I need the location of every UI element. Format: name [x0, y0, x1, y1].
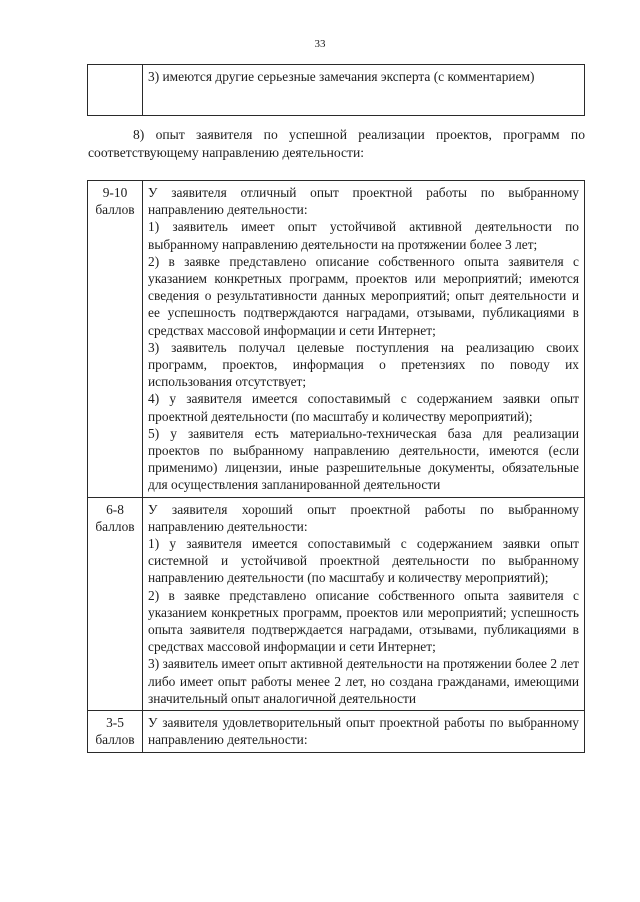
- top-table-fragment: [87, 64, 585, 116]
- score-value: 9-10: [102, 185, 128, 200]
- criteria-item: 2) в заявке представлено описание собственного опыта заявителя с указанием конкретных программ, проектов или мероприятий; имеются сведения о результативности данных мероприятий; опыт деятельности и ее успешность подтверждаются наградами, отзывами, публикациями в средствах массовой информации и сети Интернет;: [148, 253, 579, 338]
- criteria-heading: У заявителя удовлетворительный опыт проектной работы по выбранному направлению деятельности:: [148, 715, 579, 748]
- criteria-item: 3) заявитель получал целевые поступления на реализацию своих программ, проектов, информация о претензиях по поводу их использования отсутствует;: [148, 339, 579, 390]
- score-value: 6-8: [106, 501, 124, 517]
- score-unit: баллов: [95, 732, 135, 748]
- criteria-item: 3) заявитель имеет опыт активной деятельности на протяжении более 2 лет либо имеет опыт работы менее 2 лет, но создана гражданами, имеющими значительный опыт аналогичной деятельности: [148, 656, 579, 706]
- criteria-heading: У заявителя отличный опыт проектной работы по выбранному направлению деятельности:: [148, 185, 579, 218]
- table-row: [88, 65, 585, 116]
- criteria-cell: [143, 181, 585, 498]
- criteria-item: 1) заявитель имеет опыт устойчивой активной деятельности по выбранному направлению деятельности на протяжении более 3 лет;: [148, 219, 579, 252]
- criteria-cell: [143, 711, 585, 752]
- criteria-heading: У заявителя хороший опыт проектной работы по выбранному направлению деятельности:: [148, 501, 579, 534]
- criteria-item: 4) у заявителя имеется сопоставимый с содержанием заявки опыт проектной деятельности (по масштабу и количеству мероприятий);: [148, 391, 579, 424]
- criteria-cell: [143, 497, 585, 710]
- score-cell: [88, 181, 143, 498]
- section-intro: 8) опыт заявителя по успешной реализации проектов, программ по соответствующему направлению деятельности:: [88, 127, 585, 160]
- criteria-item: 5) у заявителя есть материально-техническая база для реализации проектов по выбранному направлению деятельности, имеются (если применимо) лицензии, иные разрешительные документы, обязательные для осуществления запланированной деятельности: [148, 425, 579, 493]
- criteria-item: 2) в заявке представлено описание собственного опыта заявителя с указанием конкретных программ, проектов или мероприятий; успешность опыта заявителя подтверждается наградами, отзывами, публикациями в средствах массовой информации и сети Интернет;: [148, 587, 579, 655]
- criteria-cell: [143, 65, 585, 116]
- page-number: 33: [314, 38, 326, 50]
- score-cell-empty: [88, 65, 143, 116]
- score-cell: [88, 497, 143, 710]
- score-unit: баллов: [95, 202, 135, 218]
- table-row: [88, 711, 585, 752]
- table-row: [88, 497, 585, 710]
- score-unit: баллов: [95, 518, 135, 534]
- criteria-table: [87, 180, 585, 753]
- criteria-item: 1) у заявителя имеется сопоставимый с содержанием заявки опыт системной и устойчивой проектной деятельности по выбранному направлению деятельности (по масштабу и количеству мероприятий);: [148, 536, 579, 586]
- criteria-text: 3) имеются другие серьезные замечания эксперта (с комментарием): [148, 69, 535, 84]
- score-cell: [88, 711, 143, 752]
- score-value: 3-5: [106, 715, 124, 731]
- table-row: [88, 181, 585, 498]
